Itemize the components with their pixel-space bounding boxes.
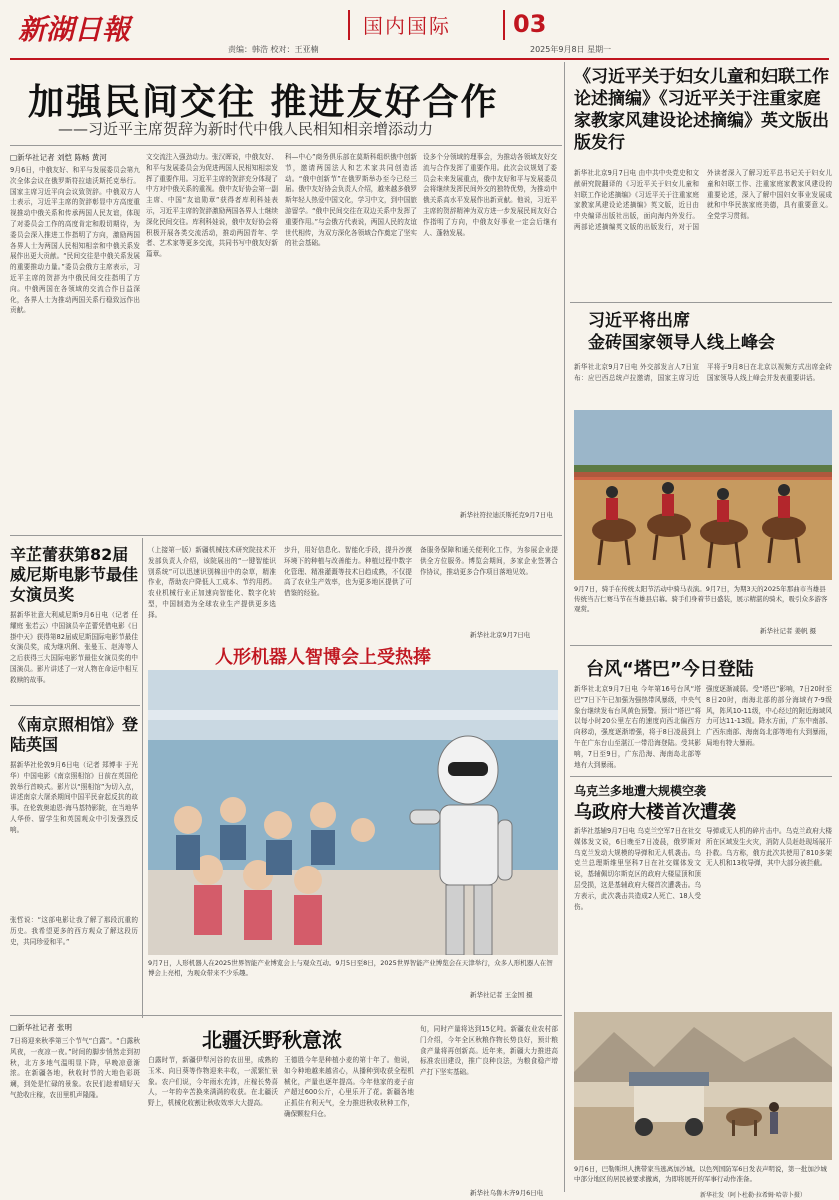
robot-body-1 bbox=[148, 545, 276, 625]
robot-body-2: 步升，用好信息化、智能化手段，提升沙漠环境下的种植与改善能力。种植过程中数字化管理、精准灌溉等技术日趋成熟，不仅提高了农业生产效率，也为更多地区提供了可借鉴的经验。 bbox=[284, 546, 412, 598]
nanjing-body-cont: 张哲说：“这部电影让我了解了那段沉重的历史。我希望更多的西方观众了解这段历史，共同珍爱和平。” bbox=[10, 916, 138, 946]
right-column-divider bbox=[564, 62, 565, 1192]
newspaper-logo: 新湖日報 bbox=[18, 13, 131, 46]
autumn-headline: 北疆沃野秋意浓 bbox=[202, 1028, 342, 1052]
side-2-rule bbox=[570, 645, 832, 646]
venice-body: 据新华社意大利威尼斯9月6日电（记者 任耀庭 张若云）中国演员辛芷蕾凭借电影《日掛中天》获得第82届威尼斯国际电影节最佳女演员奖，成为继巩俐、张曼玉、赵涛等人之后获得三大国际电影节最佳女演员奖的中国演员。影片讲述了一对人物在命运中相互救赎的故事。 bbox=[10, 611, 138, 684]
lead-credit: 新华社符拉迪沃斯托克9月7日电 bbox=[460, 511, 553, 519]
side-story-2-body: 新华社北京9月7日电 外交部发言人7日宣布：应巴西总统卢拉邀请，国家主席习近平将于9月8日在北京以视频方式出席金砖国家领导人线上峰会并发表重要讲话。 bbox=[574, 363, 832, 382]
side-story-3-body: 新华社北京9月7日电 今年第16号台风“塔巴”7日下午已加强为强热带风暴级，中央气象台继续发布台风黄色预警。预计“塔巴”将以每小时20公里左右的速度向西北偏西方向移动，强度逐渐增强，将于8日凌晨到上午在广东台山至湛江一带沿海登陆。受其影响，7日至9日，广东沿海、海南岛北部等地有大到暴雨。 bbox=[574, 685, 701, 769]
autumn-body-left: 7日将迎来秋季第三个节气“白露”。“白露秋风夜，一夜凉一夜。”时间的脚步悄然走到初秋，北方多地气温明显下降，早晚凉意渐浓。在新疆各地，秋收时节的大地色彩斑斓，到处是忙碌的景象。农民们趁着晴好天气抢收庄稼，农田里机声隆隆。 bbox=[10, 1037, 140, 1099]
autumn-byline: □新华社记者 张明 bbox=[10, 1023, 72, 1032]
side-story-4-headline: 乌政府大楼首次遭袭 bbox=[574, 802, 736, 823]
side-story-1-headline: 《习近平关于妇女儿童和妇联工作论述摘编》《习近平关于注重家庭家教家风建设论述摘编》英文版出版发行 bbox=[574, 67, 829, 153]
lead-body-col4: 设多个分领域的理事会，为推动各领域友好交流与合作发挥了重要作用。此次会议规划了委员会未来发展重点，俄中友好和平与发展委员会将继续发挥民间外交的独特优势，为推动中俄关系高水平发展作出新贡献。他说，习近平主席的贺辞精神为双方进一步发展民间友好合作指明了方向，中俄友好事业一定会后继有人、蓬勃发展。 bbox=[423, 153, 557, 237]
lead-bottom-rule bbox=[10, 535, 562, 536]
nanjing-body: 据新华社伦敦9月6日电（记者 郑博非 于光华）中国电影《南京照相馆》日前在英国伦敦举行首映式。影片以“照相馆”为切入点，讲述南京大屠杀期间中国平民奋起反抗的故事。在伦敦奥迪恩-海马基特影院，在当地华人华侨、留学生和英国观众中引发强烈反响。 bbox=[10, 761, 138, 834]
robot-bottom-rule bbox=[10, 1015, 562, 1016]
robot-expo-photo bbox=[148, 670, 558, 955]
header-divider-left bbox=[348, 10, 350, 40]
header-divider-right bbox=[503, 10, 505, 40]
horse-festival-photo bbox=[574, 410, 832, 580]
editor-credits: 责编：韩浩 校对：王亚楠 bbox=[228, 45, 319, 54]
autumn-body-right: 王德胜今年是种植小麦的第十年了。他说，如今种地越来越省心，从播种到收获全程机械化，产量也逐年提高。今年他家的麦子亩产超过600公斤，心里乐开了花。新疆各地正抓住有利天气，全力推进秋收秋种工作，确保颗粒归仓。 bbox=[284, 1056, 414, 1118]
issue-date: 2025年9月8日 星期一 bbox=[530, 45, 612, 54]
gaza-photo-caption: 9月6日，巴勒斯坦人携带家当逃离加沙城。以色列国防军6日发表声明说，第一批加沙城中部分地区的居民被要求撤离，为即将展开的军事行动作准备。 bbox=[574, 1165, 827, 1183]
nanjing-headline: 《南京照相馆》登陆英国 bbox=[10, 715, 139, 754]
venice-headline: 辛芷蕾获第82届威尼斯电影节最佳女演员奖 bbox=[10, 545, 139, 604]
horse-photo-credit: 新华社记者 姜帆 摄 bbox=[760, 627, 817, 635]
robot-photo-caption: 9月7日，人形机器人在2025世界智能产业博览会上与观众互动。9月5日至8日，2025世界智能产业博览会在天津举行，众多人形机器人在智博会上亮相，为观众带来不少乐趣。 bbox=[148, 959, 553, 977]
robot-photo-credit: 新华社记者 王金国 摄 bbox=[470, 991, 533, 999]
side-story-4-body: 新华社基辅9月7日电 乌克兰空军7日在社交媒体发文说，6日晚至7日凌晨，俄罗斯对乌克兰发动大规模的导弹和无人机袭击。乌克兰总理斯维里坚科7日在社交媒体发文说，基辅佩切尔斯克区的政府大楼屋顶和顶层受损，这是基辅政府大楼首次遭袭击。乌方表示，此次袭击共造成2人死亡、18人受伤。 bbox=[574, 827, 701, 911]
side-story-3-headline: 台风“塔巴”今日登陆 bbox=[586, 659, 754, 680]
lead-body-col3: 科—中心”商务俱乐部在莫斯科组织俄中创新节，邀请两国法人和艺术家共同创造活动。“俄中创新节”在俄罗斯举办至今已经三届。俄中友好协会负责人介绍，越来越多俄罗斯年轻人热爱中国文化，学习中文，到中国旅游留学。“俄中民间交往在双边关系中发挥了重要作用。”与会俄方代表说，两国人民的友谊世代相传，为双方深化各领域合作奠定了坚实的社会基础。 bbox=[285, 153, 417, 248]
left-column-divider bbox=[142, 538, 143, 1018]
robot-body-3: 备服务保障和通关便利化工作，为参展企业提供全方位服务。博览会期间，多家企业签署合作协议，推动更多合作项目落地见效。 bbox=[420, 546, 558, 576]
lead-rule bbox=[10, 145, 562, 146]
horse-photo-caption: 9月7日，骑手在传统太阳节活动中骑马表演。9月7日，为期3天的2025年那曲市当雄县传统当吉仁赛马节在当雄县启幕。骑手们身着节日盛装，展示精湛的骑术，吸引众多游客观赏。 bbox=[574, 585, 828, 613]
side-1-rule bbox=[570, 302, 832, 303]
venice-rule bbox=[10, 705, 140, 706]
robot-headline: 人形机器人智博会上受热捧 bbox=[215, 647, 431, 668]
page-number: 03 bbox=[513, 10, 547, 38]
side-3-rule bbox=[570, 776, 832, 777]
side-story-2-headline: 习近平将出席 金砖国家领导人线上峰会 bbox=[588, 311, 775, 353]
gaza-evacuation-photo bbox=[574, 1012, 832, 1160]
robot-body-1-text: 新疆机械技术研究院技术开发部负责人介绍，该院展出的“一键智能识别系统”可以迅速识别棉田中的杂草，精准作业，帮助农户降低人工成本、节约用药。农业机械行业正加速向智能化、数字化转型，中国制造为全球农业生产提供更多选择。 bbox=[148, 546, 276, 619]
section-title: 国内国际 bbox=[363, 14, 451, 38]
side-story-4-kicker: 乌克兰多地遭大规模空袭 bbox=[574, 784, 707, 798]
lead-byline: □新华社记者 刘恺 陈畅 黄河 bbox=[10, 153, 107, 162]
robot-credit: 新华社北京9月7日电 bbox=[470, 631, 531, 639]
header-rule bbox=[10, 58, 829, 60]
autumn-body-far: 旬，同时产量将达到15亿吨。新疆农业农村部门介绍，今年全区秋粮作物长势良好，预计粮食产量将再创新高。近年来，新疆大力推进高标准农田建设，推广良种良法，为粮食稳产增产打下坚实基础。 bbox=[420, 1025, 558, 1077]
robot-continuation-note: （上接第一版） bbox=[148, 546, 196, 554]
lead-subheadline: ——习近平主席贺辞为新时代中俄人民相知相亲增添动力 bbox=[58, 120, 434, 138]
lead-body-col1: 9月6日，中俄友好、和平与发展委员会第九次全体会议在俄罗斯符拉迪沃斯托克举行。国家主席习近平向会议致贺辞。中俄双方人士表示，习近平主席的贺辞彰显中方高度重视推动中俄关系和传承两国人民友谊，体现了对委员会工作的高度肯定和殷切期待，为委员会深入推进工作指明了方向，激励两国各界人士为两国人民相知相亲和中俄关系发展作出更大贡献。“民间交往是中俄关系发展的重要推动力量。”委员会俄方主席表示，习近平主席的贺辞为中俄民间交往指明了方向。中俄两国在各领域的交流合作日益深化，各界人士为推动两国关系行稳致远作出贡献。 bbox=[10, 166, 140, 315]
autumn-body-mid: 白露时节，新疆伊犁河谷的农田里，成熟的玉米、向日葵等作物迎来丰收，一派繁忙景象。农户们说，今年雨水充沛，庄稼长势喜人，一年的辛苦换来满满的收获。在北疆沃野上，机械化收割让秋收效率大大提高。 bbox=[148, 1056, 278, 1108]
side-story-3-body-cont: 强度逐渐减弱。受“塔巴”影响，7日20时至8日20时，南海北部的部分海域有7-9级风，阵风10-11级，中心经过的附近海域风力可达11-13级。降水方面，广东中南部、广西东南部、海南岛北部等地有大到暴雨，局地有特大暴雨。 bbox=[706, 685, 832, 747]
autumn-credit: 新华社乌鲁木齐9月6日电 bbox=[470, 1189, 544, 1197]
side-story-4-body-cont: 导弹或无人机的碎片击中。乌克兰政府大楼所在区域发生火灾，消防人员赶赴现场展开扑救。乌方称，俄方此次共使用了810多架无人机和13枚导弹，其中大部分被拦截。 bbox=[706, 827, 832, 868]
gaza-photo-credit: 新华社发（阿卜杜勒·拉希姆·哈蒂卜摄） bbox=[700, 1192, 806, 1199]
lead-headline: 加强民间交往 推进友好合作 bbox=[28, 82, 499, 123]
lead-body-col2: 文交流注入强劲动力。张汉晖说，中俄友好、和平与发展委员会为促进两国人民相知相亲发挥了重要作用。习近平主席的贺辞充分体现了中方对中俄关系的重视。俄中友好协会第一副主席、中国“友谊勋章”获得者库利科娃表示，习近平主席的贺辞激励两国各界人士继续深化民间交往。库利科娃说，俄中友好协会将积极开展各类交流活动，推动两国青年、学者、艺术家等更多交流，共同书写中俄友好新篇章。 bbox=[146, 153, 278, 259]
side-story-1-body: 新华社北京9月7日电 由中共中央党史和文献研究院翻译的《习近平关于妇女儿童和妇联工作论述摘编》《习近平关于注重家庭家教家风建设论述摘编》英文版，近日由中央编译出版社出版，面向海内外发行。两部论述摘编英文版的出版发行，对于国外读者深入了解习近平总书记关于妇女儿童和妇联工作、注重家庭家教家风建设的重要论述，深入了解中国妇女事业发展成就和中华民族家庭美德，具有重要意义。全党学习贯彻。 bbox=[574, 169, 832, 231]
